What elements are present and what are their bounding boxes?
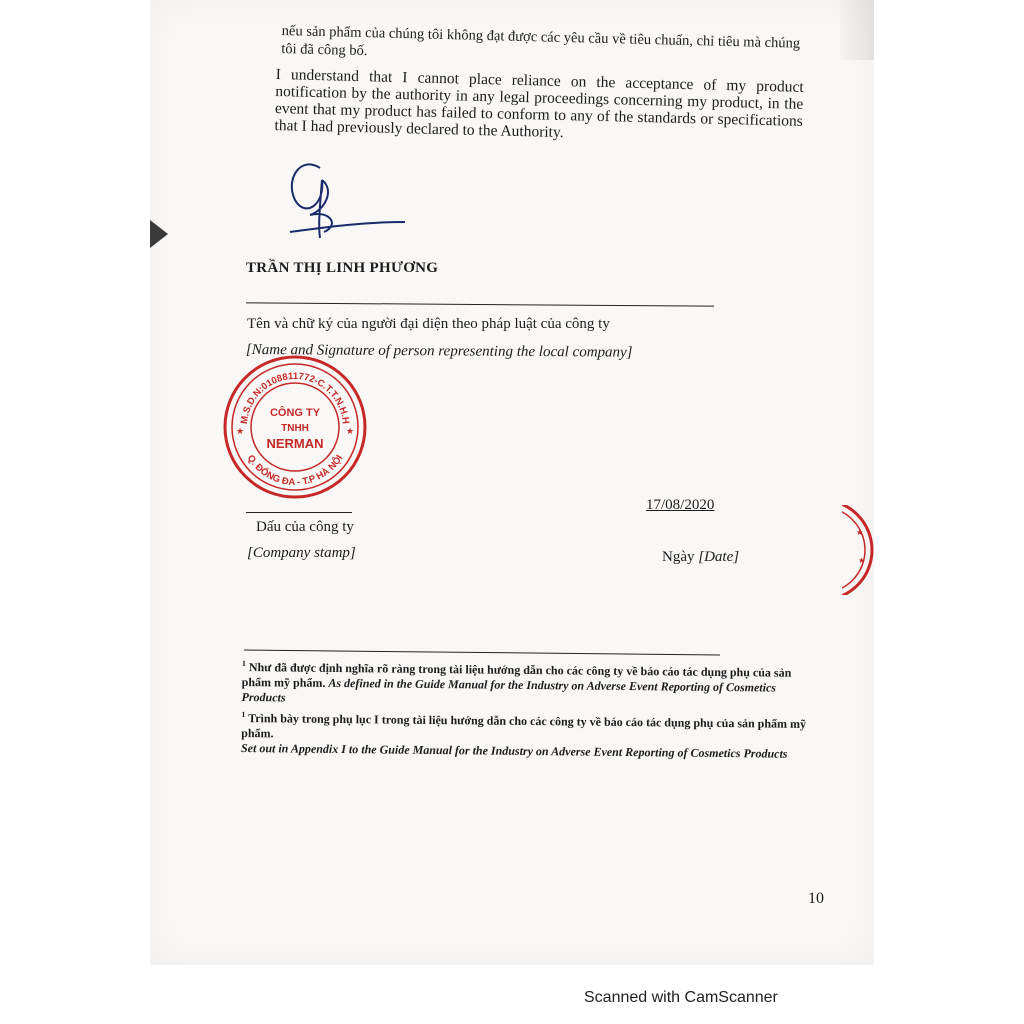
stamp-line-3: NERMAN (266, 436, 324, 451)
date-label-vn: Ngày (662, 549, 695, 565)
camscanner-watermark: Scanned with CamScanner (584, 989, 778, 1006)
footnote-separator (244, 650, 720, 656)
stamp-line (246, 512, 352, 513)
stamp-ring-text: M.S.D.N:0108811772-C.T.T.N.H.H (238, 370, 351, 425)
company-stamp (222, 354, 368, 500)
signature-icon (280, 150, 420, 250)
signer-name: TRẦN THỊ LINH PHƯƠNG (246, 260, 439, 276)
english-paragraph: I understand that I cannot place reliance on the acceptance of my product notification by the authority in any legal proceedings concerning my product, in the event that my product has failed to conform to any of the standards or specifications that I had previously declared to the Authority. (274, 66, 804, 142)
footnotes (241, 656, 822, 762)
stamp-star-icon: ★ (346, 426, 355, 436)
svg-text:★: ★ (858, 556, 866, 565)
footnote-en: Set out in Appendix I to the Guide Manual for the Industry on Adverse Event Reporting of Cosmetics Products (240, 740, 788, 761)
footnote (241, 707, 821, 762)
date-label (662, 549, 739, 566)
stamp-line-2: TNHH (281, 423, 309, 434)
vietnamese-paragraph: nếu sản phẩm của chúng tôi không đạt được các yêu cầu về tiêu chuẩn, chỉ tiêu mà chúng tôi đã công bố. (281, 22, 801, 60)
footnote-marker: 1 (241, 658, 246, 669)
footnote-en: As defined in the Guide Manual for the Industry on Adverse Event Reporting of Cosmetics Products (241, 675, 777, 705)
date-label-en: [Date] (698, 549, 740, 565)
company-stamp-label-en: [Company stamp] (247, 545, 356, 561)
date-value: 17/08/2020 (646, 497, 715, 513)
svg-text:★: ★ (856, 528, 864, 537)
stamp-ring-text-bottom: Q. ĐỐNG ĐA - T.P HÀ NỘI (244, 453, 346, 489)
representative-label-en: [Name and Signature of person representing the local company] (245, 342, 633, 361)
stamp-star-icon: ★ (236, 426, 245, 436)
page-number: 10 (808, 890, 824, 907)
partial-stamp-icon (842, 505, 882, 595)
footnote-vn: Như đã được định nghĩa rõ ràng trong tài liệu hướng dẫn cho các công ty về báo cáo tác dụng phụ của sản phẩm mỹ phẩm. (241, 660, 792, 690)
footnote-marker: 1 (241, 709, 246, 720)
company-stamp-label-vn: Dấu của công ty (256, 519, 354, 535)
footnote-vn: Trình bày trong phụ lục I trong tài liệu hướng dẫn cho các công ty về báo cáo tác dụng phụ của sản phẩm mỹ phẩm. (241, 711, 807, 741)
signature-line (246, 302, 714, 306)
footnote (241, 656, 821, 711)
representative-label-vn: Tên và chữ ký của người đại diện theo pháp luật của công ty (247, 316, 610, 332)
stamp-line-1: CÔNG TY (269, 407, 321, 419)
